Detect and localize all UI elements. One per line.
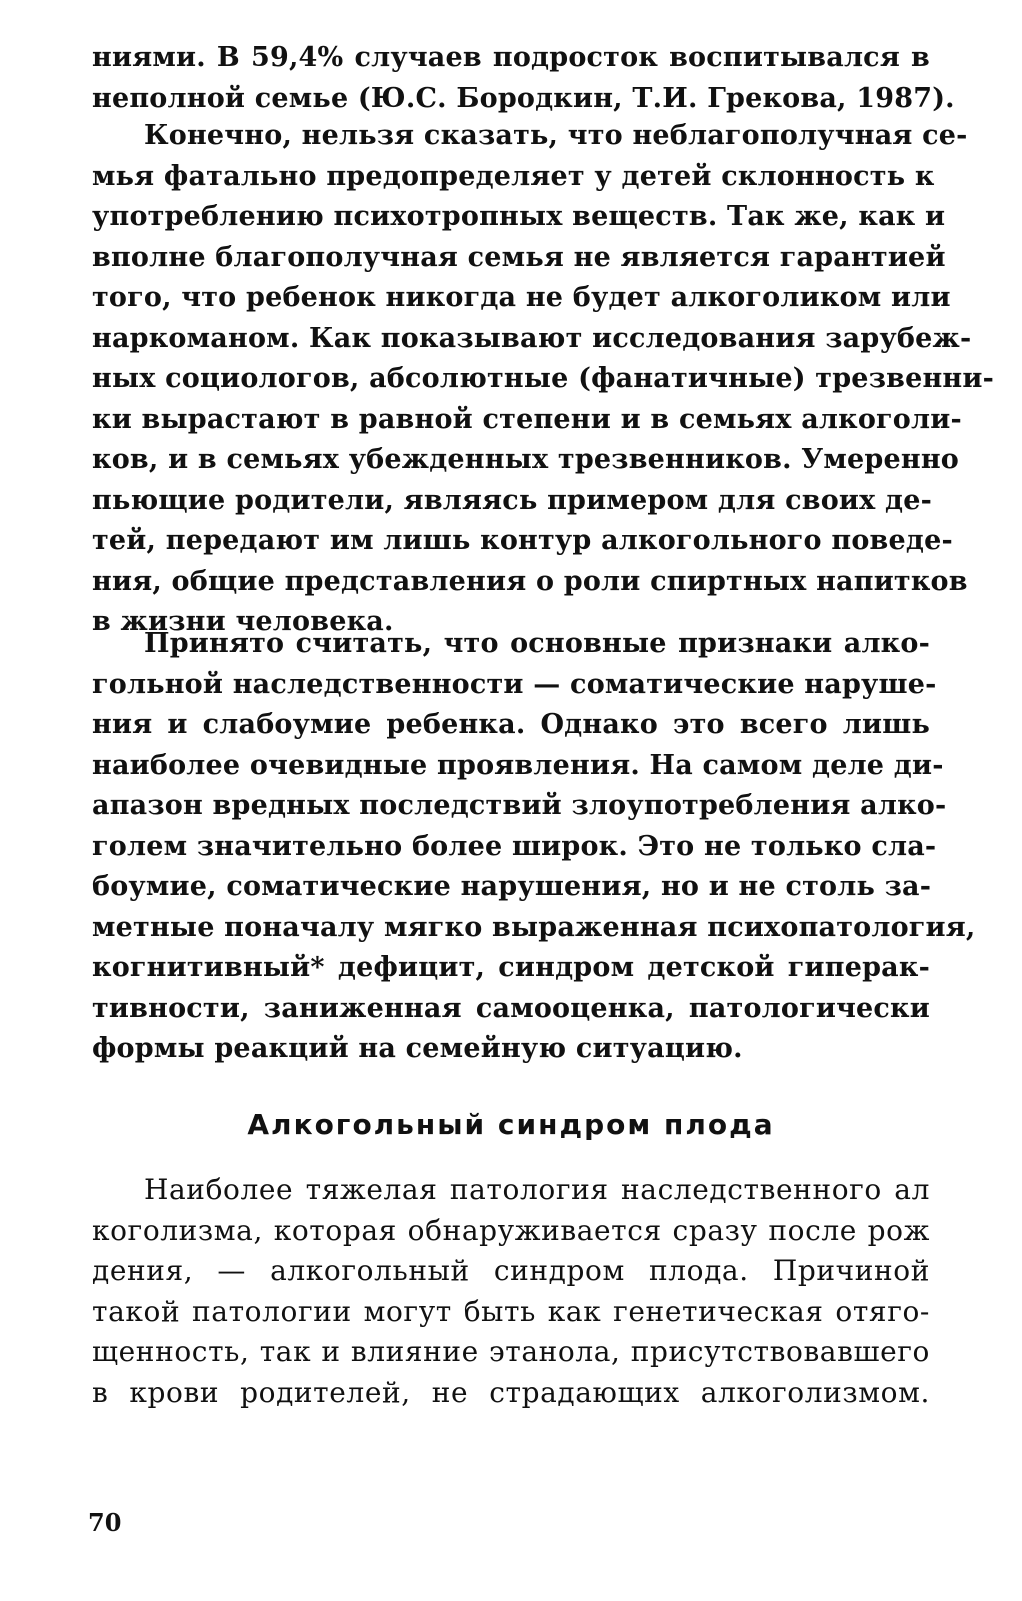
text-line: Конечно, нельзя сказать, что неблагополучная се- <box>144 120 968 151</box>
text-line: ки вырастают в равной степени и в семьях алкоголи- <box>92 403 962 435</box>
text-line: метные поначалу мягко выраженная психопатология, <box>92 911 976 943</box>
paragraph-continuation <box>92 38 955 119</box>
text-line: такой патологии могут быть как генетическая отяго- <box>92 1294 930 1328</box>
text-line: гольной наследственности — соматические наруше- <box>92 668 937 700</box>
text-line: мья фатально предопределяет у детей склонность к <box>92 160 935 192</box>
text-line: того, что ребенок никогда не будет алкоголиком или <box>92 282 951 313</box>
text-line: формы реакций на семейную ситуацию. <box>92 1033 743 1064</box>
text-line: наркоманом. Как показывают исследования зарубеж- <box>92 322 972 354</box>
paragraph <box>92 624 976 1070</box>
text-line: Наиболее тяжелая патология наследственного ал <box>144 1173 930 1206</box>
text-line: употреблению психотропных веществ. Так же, как и <box>92 201 946 232</box>
text-line: ния, общие представления о роли спиртных напитков <box>92 565 968 597</box>
text-line: Принято считать, что основные признаки алко- <box>144 628 930 659</box>
text-line: вполне благополучная семья не является гарантией <box>92 241 946 273</box>
text-line: пьющие родители, являясь примером для своих де- <box>92 484 933 516</box>
text-line: апазон вредных последствий злоупотребления алко- <box>92 790 947 821</box>
paragraph <box>92 116 995 643</box>
text-line: голем значительно более широк. Это не только сла- <box>92 830 937 862</box>
text-line: ков, и в семьях убежденных трезвенников. Умеренно <box>92 444 959 475</box>
text-line: дения, — алкогольный синдром плода. Причиной <box>92 1254 930 1287</box>
text-line: коголизма, которая обнаруживается сразу после рож <box>92 1213 930 1247</box>
text-line: тей, передают им лишь контур алкогольного поведе- <box>92 525 953 556</box>
text-line: неполной семье (Ю.С. Бородкин, Т.И. Грекова, 1987). <box>92 82 955 114</box>
text-line: в жизни человека. <box>92 606 394 637</box>
text-line: в крови родителей, не страдающих алкоголизмом. <box>92 1375 930 1409</box>
page-number: 70 <box>88 1508 122 1537</box>
text-line: ния и слабоумие ребенка. Однако это всего лишь <box>92 709 930 740</box>
text-line: боумие, соматические нарушения, но и не столь за- <box>92 871 932 902</box>
text-line: когнитивный* дефицит, синдром детской гиперак- <box>92 952 930 983</box>
text-line: тивности, заниженная самооценка, патологически <box>92 992 930 1024</box>
text-line: ниями. В 59,4% случаев подросток воспитывался в <box>92 42 930 73</box>
section-heading: Алкогольный синдром плода <box>247 1108 775 1141</box>
text-line: ных социологов, абсолютные (фанатичные) трезвенни- <box>92 363 995 394</box>
text-line: наиболее очевидные проявления. На самом деле ди- <box>92 749 944 781</box>
paragraph <box>92 1170 930 1413</box>
text-line: щенность, так и влияние этанола, присутствовавшего <box>92 1335 930 1368</box>
